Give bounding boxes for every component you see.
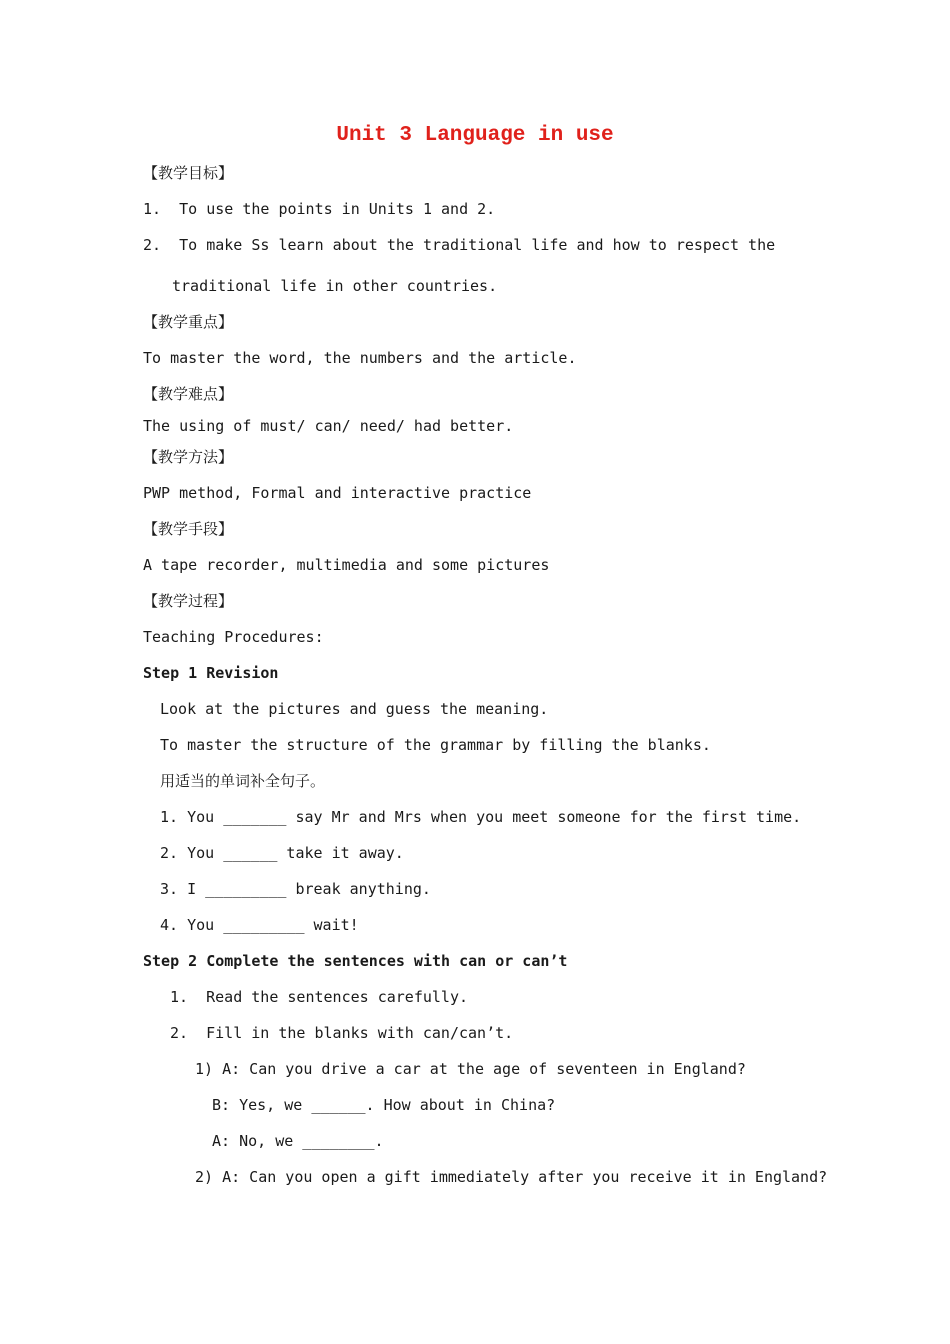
heading-process: 【教学过程】 xyxy=(143,592,234,610)
aids-text: A tape recorder, multimedia and some pictures xyxy=(143,556,550,574)
heading-objectives: 【教学目标】 xyxy=(143,164,234,182)
objective-2-line1: 2. To make Ss learn about the traditional life and how to respect the xyxy=(143,236,776,254)
step1-item-4: 4. You _________ wait! xyxy=(160,916,359,934)
objective-1: 1. To use the points in Units 1 and 2. xyxy=(143,200,496,218)
difficulties-text: The using of must/ can/ need/ had better. xyxy=(143,417,514,435)
heading-aids: 【教学手段】 xyxy=(143,520,234,538)
step1-line2: To master the structure of the grammar by filling the blanks. xyxy=(160,736,711,754)
step2-item-1: 1. Read the sentences carefully. xyxy=(170,988,469,1006)
step2-q1-a: 1) A: Can you drive a car at the age of seventeen in England? xyxy=(195,1060,746,1078)
step2-title: Step 2 Complete the sentences with can or can’t xyxy=(143,952,568,970)
step2-q1-b: B: Yes, we ______. How about in China? xyxy=(212,1096,556,1114)
heading-key-points: 【教学重点】 xyxy=(143,313,234,331)
heading-difficulties: 【教学难点】 xyxy=(143,385,234,403)
procedures-label: Teaching Procedures: xyxy=(143,628,324,646)
heading-methods: 【教学方法】 xyxy=(143,448,234,466)
step1-item-1: 1. You _______ say Mr and Mrs when you meet someone for the first time. xyxy=(160,808,802,826)
step1-item-2: 2. You ______ take it away. xyxy=(160,844,404,862)
document-title: Unit 3 Language in use xyxy=(336,124,614,147)
step1-line1: Look at the pictures and guess the meaning. xyxy=(160,700,549,718)
step2-q1-a2: A: No, we ________. xyxy=(212,1132,384,1150)
step1-title: Step 1 Revision xyxy=(143,664,279,682)
step1-instruction-cn: 用适当的单词补全句子。 xyxy=(160,772,326,790)
step2-q2-a: 2) A: Can you open a gift immediately after you receive it in England? xyxy=(195,1168,828,1186)
step1-item-3: 3. I _________ break anything. xyxy=(160,880,431,898)
step2-item-2: 2. Fill in the blanks with can/can’t. xyxy=(170,1024,514,1042)
objective-2-line2: traditional life in other countries. xyxy=(172,277,498,295)
methods-text: PWP method, Formal and interactive practice xyxy=(143,484,532,502)
key-points-text: To master the word, the numbers and the article. xyxy=(143,349,577,367)
